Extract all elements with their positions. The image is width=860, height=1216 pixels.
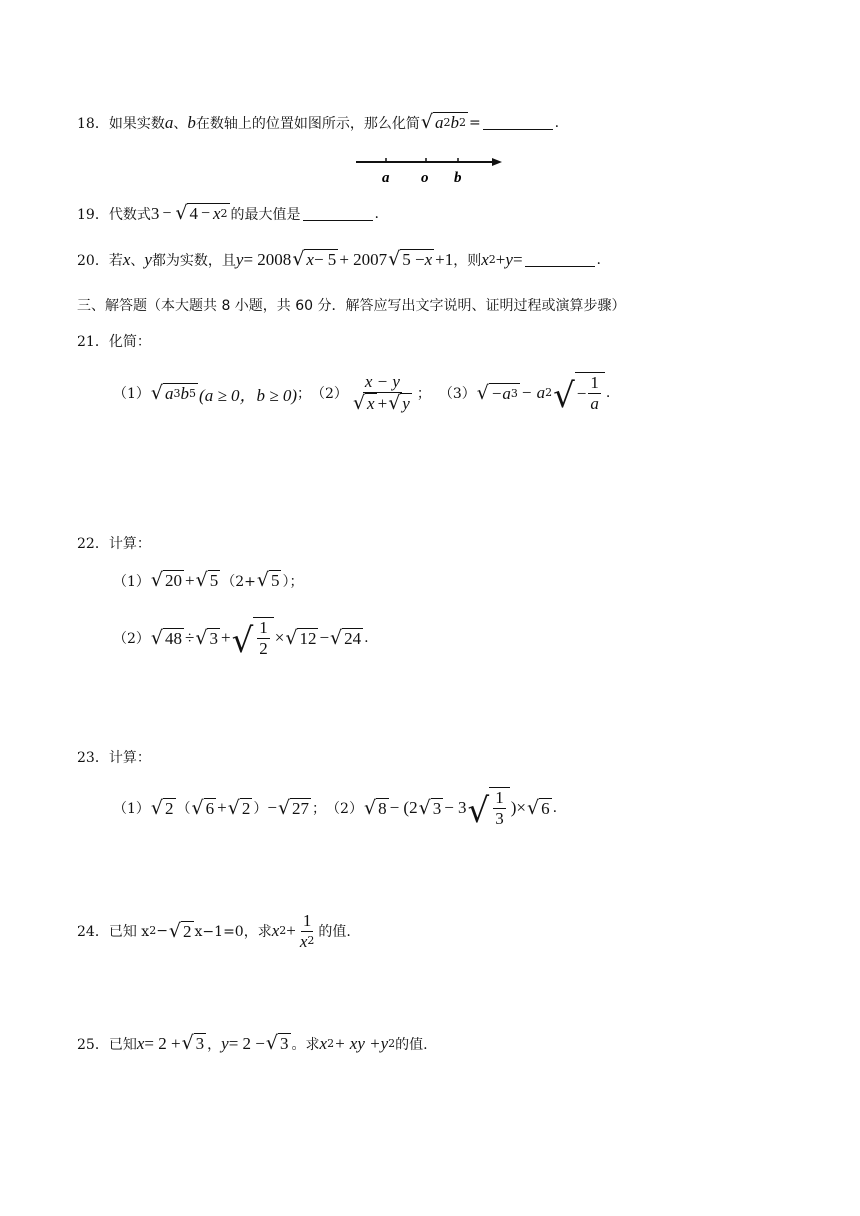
var-a: a [434, 113, 444, 132]
sqrt-expression: √ 24 [330, 626, 362, 649]
period: . [374, 205, 379, 222]
question-text: 计算： [108, 536, 151, 552]
sqrt-expression: √ 8 [363, 796, 387, 819]
question-number: 21． [77, 334, 109, 350]
number-line-figure [352, 152, 512, 188]
var-y: y [221, 1033, 229, 1053]
denominator: 3 [495, 809, 504, 828]
label-b: b [454, 170, 462, 186]
question-number: 18． [77, 115, 109, 132]
separator: ； [312, 801, 327, 817]
var-y: y [505, 249, 513, 269]
question-text: 如果实数 [108, 115, 165, 132]
paren-close: ） [253, 801, 268, 817]
term: = 2 + [144, 1033, 181, 1053]
times-sign: × [274, 628, 285, 647]
sqrt-expression: √ 4 − x 2 [175, 202, 228, 224]
question-text: 已知 [108, 1036, 137, 1053]
condition: (a ≥ 0，b ≥ 0) [199, 385, 298, 405]
question-24: 24． 已知 x 2 − √ 2 x−1=0，求 x 2 + 1 x 2 的值. [77, 910, 351, 951]
question-19 [77, 203, 379, 224]
sqrt-expression: √ 5 [195, 569, 219, 591]
sqrt-expression: √ 3 [265, 1032, 289, 1054]
separator: ， [207, 1036, 222, 1053]
number: 2 [183, 921, 192, 941]
part-label: （2） [311, 386, 348, 402]
var-y: y [144, 249, 152, 269]
divide-sign: ÷ [185, 628, 195, 647]
part-label: （2） [326, 801, 363, 817]
question-text: 的最大值是 [230, 206, 301, 223]
number: 48 [165, 628, 183, 648]
number: 20 [165, 571, 183, 590]
sqrt-expression: √ − $\frac{1}{a}$ [553, 372, 605, 413]
term: − (2 [389, 798, 418, 817]
paren-open: （ [176, 801, 191, 817]
sqrt-expression: √ 20 [150, 569, 183, 591]
number: + 2007 [339, 249, 388, 269]
answer-blank[interactable] [483, 115, 553, 130]
var-x: x [367, 394, 375, 413]
numerator: 1 [302, 910, 312, 930]
var-y: y [402, 394, 410, 413]
question-text: 在数轴上的位置如图所示，那么化简 [195, 115, 420, 132]
plus-sign: + [377, 393, 388, 413]
fraction [493, 788, 506, 828]
question-text: 若 [108, 252, 123, 269]
number: = 2008 [243, 249, 292, 269]
number: 4 [189, 204, 198, 223]
question-text: 。求 [291, 1036, 320, 1053]
sqrt-expression: √ 3 [418, 796, 442, 819]
sqrt-expression: √ a 2 b 2 [420, 111, 466, 133]
question-22-part-1 [113, 570, 303, 591]
separator: 、 [173, 115, 188, 132]
var-b: b [450, 113, 459, 132]
var-x: x [122, 249, 131, 269]
equals-sign: = [512, 249, 523, 269]
numerator: 1 [495, 788, 504, 808]
number: 3 [195, 1034, 205, 1053]
sqrt-expression: √ 27 [277, 796, 310, 819]
question-22-part-2 [113, 614, 369, 662]
sqrt-expression: √ 2 [168, 919, 192, 942]
part-label: （1） [113, 801, 150, 817]
question-21-parts: （1） √ a 3 b 5 (a ≥ 0，b ≥ 0) ； （2） x − y √ x + √ y ； （3） √ −a 3 − a 2 √ − $\frac{1}{a}$ . [113, 372, 611, 416]
minus-sign: − [267, 798, 277, 817]
question-21-title [77, 331, 151, 351]
paren-close: ）； [282, 573, 304, 590]
number: 24 [344, 628, 362, 648]
numerator: x − y [364, 372, 400, 392]
separator: ； [297, 386, 312, 402]
equals-sign: = [468, 114, 481, 131]
sqrt-expression: √ −a 3 [476, 381, 518, 404]
term: + xy + [334, 1033, 381, 1053]
number: 5 [209, 571, 219, 590]
question-22-title [77, 533, 151, 553]
var-x: x [136, 1033, 145, 1053]
question-number: 22． [77, 536, 109, 552]
fraction [257, 618, 270, 658]
minus-sign: − [162, 204, 172, 222]
var-x: x [424, 250, 433, 269]
question-text: 计算： [108, 750, 151, 766]
question-25: 25． 已知 x = 2 + √ 3 ， y = 2 − √ 3 。求 x 2 + xy + y 2 的值. [77, 1032, 428, 1054]
sqrt-expression: √ a 3 b 5 [150, 381, 197, 404]
part-label: （1） [113, 386, 150, 402]
denominator: 2 [259, 639, 268, 658]
sqrt-expression: √ 2 [227, 796, 251, 819]
numerator: 1 [259, 618, 268, 638]
number: 2 [241, 798, 251, 818]
var-b: b [187, 112, 196, 132]
number: 3 [209, 628, 218, 648]
plus-sign: + [217, 798, 227, 817]
question-text: 已知 x [108, 924, 150, 940]
term: −a [490, 383, 511, 403]
sqrt-expression: √ $\frac{1}{2}$ [232, 617, 274, 658]
denominator: a [590, 394, 599, 413]
plus-sign: + [286, 921, 296, 940]
var-x: x [213, 204, 221, 223]
var-y: y [235, 249, 244, 269]
question-text: ，则 [453, 252, 482, 269]
number: 3 [150, 203, 160, 223]
section-heading: 三、解答题（本大题共 8 小题，共 60 分．解答应写出文字说明、证明过程或演算步骤） [77, 298, 626, 314]
question-number: 25． [77, 1036, 109, 1053]
question-23-parts [113, 784, 557, 832]
sqrt-expression: √ $\frac{1}{3}$ [468, 787, 510, 828]
question-text: x−1=0，求 [194, 924, 272, 940]
question-20: 20． 若 x 、 y 都为实数，且 y = 2008 √ x − 5 + 2007 √ 5 − x +1 ，则 x 2 + y = . [77, 248, 601, 270]
label-o: o [421, 170, 429, 186]
numerator: 1 [590, 373, 599, 393]
arrow-head-icon [492, 158, 502, 166]
part-label: （2） [113, 631, 150, 647]
question-text: 化简： [108, 334, 151, 350]
part-label: （3） [438, 386, 476, 402]
separator: ； [416, 386, 431, 402]
part-label: （1） [113, 573, 150, 590]
sqrt-expression: √ 3 [181, 1032, 205, 1054]
minus-sign: − [156, 923, 168, 939]
question-23-title [77, 747, 151, 767]
var-x: x [271, 921, 280, 940]
sqrt-expression: √ 5 − x [388, 248, 433, 270]
number: 8 [378, 798, 387, 818]
period: . [554, 114, 560, 131]
fraction [588, 373, 601, 413]
question-text: 代数式 [108, 206, 151, 223]
number: 5 − [402, 250, 425, 269]
plus-sign: + [495, 249, 506, 269]
number: − 5 [313, 250, 337, 269]
sqrt-expression: √ 2 [150, 796, 174, 819]
sqrt-expression: √ x − 5 [292, 248, 337, 270]
number: 27 [292, 798, 310, 818]
sqrt-expression: √ 6 [191, 796, 215, 819]
number: 6 [541, 798, 550, 818]
period: . [596, 251, 601, 268]
sqrt-expression: √ 6 [526, 796, 550, 819]
question-text: 都为实数，且 [151, 252, 236, 269]
number: +1 [435, 249, 454, 269]
times-sign: )× [510, 798, 526, 817]
sqrt-expression: √ y [388, 391, 410, 414]
var-a: a [165, 383, 174, 403]
var-x: x [306, 250, 314, 269]
number: 2 [165, 798, 174, 818]
term: − 3 [444, 798, 467, 817]
paren-open: （2+ [221, 573, 256, 590]
number: 3 [280, 1034, 289, 1053]
plus-sign: + [185, 570, 195, 590]
number: 6 [205, 798, 215, 818]
sqrt-expression: √ x [352, 391, 375, 414]
number: 5 [270, 571, 280, 590]
minus-sign: − [576, 383, 587, 403]
term: − a [520, 383, 546, 402]
period: . [605, 385, 611, 401]
sqrt-expression: √ 3 [195, 626, 218, 649]
separator: 、 [130, 252, 145, 269]
var-x: x [299, 931, 308, 951]
var-x: x [319, 1033, 328, 1053]
plus-sign: + [220, 628, 231, 647]
question-number: 19． [77, 206, 109, 223]
label-a: a [382, 170, 390, 186]
question-18 [77, 112, 559, 133]
answer-blank[interactable] [525, 252, 595, 267]
number: 3 [432, 798, 442, 818]
question-text: 的值. [318, 924, 351, 940]
period: . [364, 630, 369, 646]
term: = 2 − [228, 1033, 265, 1053]
question-text: 的值. [395, 1036, 428, 1053]
number: 12 [299, 628, 317, 648]
fraction: 1 x 2 [299, 910, 315, 951]
sqrt-expression: √ 12 [285, 626, 317, 649]
question-number: 20． [77, 252, 109, 269]
answer-blank[interactable] [303, 206, 373, 221]
var-b: b [180, 383, 190, 403]
sqrt-expression: √ 5 [256, 569, 280, 591]
var-y: y [380, 1033, 389, 1053]
var-a: a [164, 112, 174, 132]
var-x: x [481, 249, 489, 269]
period: . [552, 800, 558, 816]
question-number: 23． [77, 750, 109, 766]
question-number: 24． [77, 924, 109, 940]
sqrt-expression: √ 48 [150, 626, 183, 649]
fraction [350, 372, 415, 413]
minus-sign: − [319, 628, 330, 647]
